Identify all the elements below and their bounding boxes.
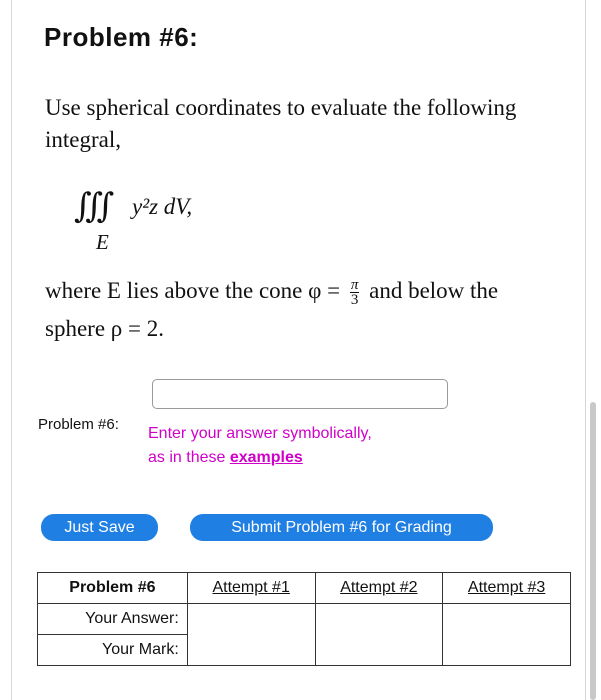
hint-line2 xyxy=(148,446,372,470)
submit-grading-button[interactable]: Submit Problem #6 for Grading xyxy=(190,514,493,541)
table-header-problem: Problem #6 xyxy=(38,573,188,604)
table-row xyxy=(38,635,571,666)
scrollbar[interactable] xyxy=(590,402,596,700)
integral-expression xyxy=(74,186,274,266)
answer-cell-3 xyxy=(443,604,571,635)
answer-hint xyxy=(148,422,372,470)
fraction-numerator: π xyxy=(350,277,359,294)
hint-prefix: as in these xyxy=(148,449,230,466)
answer-cell-1 xyxy=(187,604,315,635)
problem-condition-line1 xyxy=(45,278,570,307)
fraction-denominator: 3 xyxy=(350,292,359,309)
attempt-1-link[interactable]: Attempt #1 xyxy=(187,573,315,604)
attempts-table xyxy=(37,572,571,666)
triple-integral-symbol: ∭ xyxy=(74,186,106,226)
attempt-2-link[interactable]: Attempt #2 xyxy=(315,573,443,604)
mark-cell-3 xyxy=(443,635,571,666)
your-mark-label: Your Mark: xyxy=(38,635,188,666)
answer-label: Problem #6: xyxy=(38,416,119,433)
answer-input[interactable] xyxy=(152,379,448,409)
your-answer-label: Your Answer: xyxy=(38,604,188,635)
table-row xyxy=(38,573,571,604)
page-border-left xyxy=(11,0,12,700)
just-save-button[interactable]: Just Save xyxy=(41,514,158,541)
integrand: y²z dV, xyxy=(132,194,193,219)
page-border-right xyxy=(585,0,586,700)
condition-text-b: and below the xyxy=(369,278,499,303)
attempt-3-link[interactable]: Attempt #3 xyxy=(443,573,571,604)
table-row xyxy=(38,604,571,635)
hint-line1: Enter your answer symbolically, xyxy=(148,425,372,442)
mark-cell-1 xyxy=(187,635,315,666)
examples-link[interactable]: examples xyxy=(229,449,303,466)
condition-text-a: where E lies above the cone φ = xyxy=(45,278,346,303)
pi-over-3-fraction xyxy=(350,278,360,307)
problem-condition-line2: sphere ρ = 2. xyxy=(45,316,164,341)
integration-region: E xyxy=(96,230,109,254)
problem-title: Problem #6: xyxy=(44,22,199,52)
problem-intro: Use spherical coordinates to evaluate the following integral, xyxy=(45,95,517,152)
mark-cell-2 xyxy=(315,635,443,666)
answer-cell-2 xyxy=(315,604,443,635)
